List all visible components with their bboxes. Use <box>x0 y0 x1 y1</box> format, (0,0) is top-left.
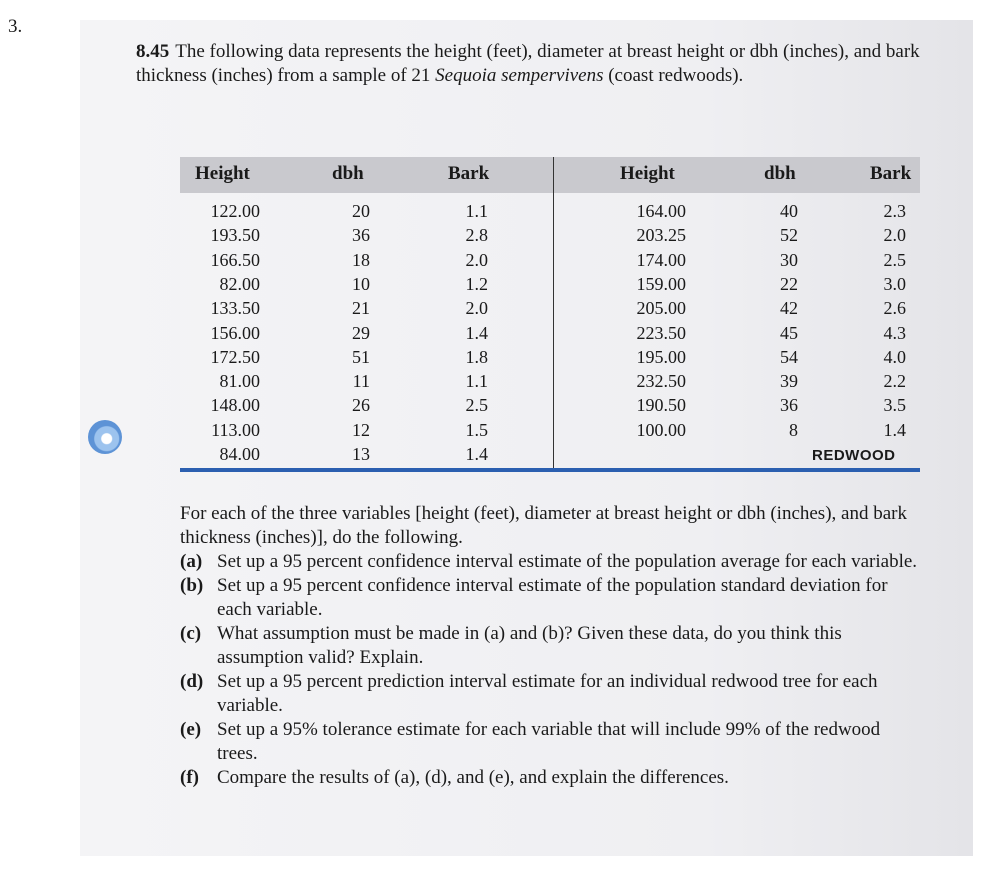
table-cell-left-bark: 2.5 <box>465 395 488 416</box>
part-text: Set up a 95 percent confidence interval estimate of the population average for each variable. <box>217 551 918 572</box>
table-cell-left-bark: 2.0 <box>465 249 488 270</box>
table-cell-right-bark: 3.0 <box>883 273 906 294</box>
part-label: (e) <box>180 719 202 740</box>
table-cell-right-height: 195.00 <box>636 346 686 367</box>
instruction-part <box>180 574 925 622</box>
cd-disc-icon <box>88 420 122 454</box>
table-cell-left-dbh: 13 <box>352 444 370 464</box>
table-cell-left-bark: 1.4 <box>465 322 488 343</box>
table-cell-left-dbh: 51 <box>352 346 370 367</box>
part-text: Set up a 95 percent confidence interval estimate of the population standard deviation for each variable. <box>217 575 888 620</box>
table-cell-right-bark: 1.4 <box>883 419 906 440</box>
table-cell-left-height: 133.50 <box>210 298 260 319</box>
header-dbh-right: dbh <box>764 163 796 184</box>
table-cell-right-height: 164.00 <box>636 201 686 221</box>
part-text: Compare the results of (a), (d), and (e), and explain the differences. <box>217 767 729 788</box>
table-cell-left-height: 166.50 <box>210 249 260 270</box>
exercise-intro <box>136 40 926 88</box>
table-cell-left-bark: 1.8 <box>465 346 488 367</box>
part-label: (a) <box>180 551 203 572</box>
table-cell-left-bark: 1.5 <box>465 419 488 440</box>
table-cell-left-dbh: 11 <box>352 371 370 392</box>
table-cell-right-height: 190.50 <box>636 395 686 416</box>
table-cell-left-height: 84.00 <box>219 444 260 464</box>
instruction-part <box>180 766 925 790</box>
table-cell-right-bark: 4.0 <box>883 346 906 367</box>
table-cell-right-height: 223.50 <box>636 322 686 343</box>
table-cell-left-bark: 1.2 <box>465 273 488 294</box>
table-cell-right-height: 232.50 <box>636 371 686 392</box>
table-cell-right-dbh: 52 <box>780 225 798 246</box>
table-cell-right-dbh: 36 <box>780 395 798 416</box>
header-bark-left: Bark <box>448 163 490 184</box>
table-cell-left-dbh: 18 <box>352 249 370 270</box>
instructions-lead: For each of the three variables [height (feet), diameter at breast height or dbh (inches), and bark thickness (inches)], do the following. <box>180 503 907 548</box>
table-cell-right-bark: 2.0 <box>883 225 906 246</box>
part-label: (b) <box>180 575 204 596</box>
table-cell-left-bark: 1.1 <box>465 201 488 221</box>
part-label: (c) <box>180 623 202 644</box>
table-cell-left-bark: 1.1 <box>465 371 488 392</box>
table-cell-right-dbh: 8 <box>789 419 798 440</box>
table-cell-left-dbh: 26 <box>352 395 370 416</box>
table-cell-left-bark: 1.4 <box>465 444 488 464</box>
instruction-part <box>180 718 925 766</box>
table-cell-right-dbh: 39 <box>780 371 798 392</box>
instruction-parts <box>180 550 925 790</box>
table-cell-left-height: 156.00 <box>210 322 260 343</box>
instruction-part <box>180 622 925 670</box>
part-text: Set up a 95% tolerance estimate for each variable that will include 99% of the redwood trees. <box>217 719 881 764</box>
part-text: What assumption must be made in (a) and (b)? Given these data, do you think this assumption valid? Explain. <box>217 623 842 668</box>
table-cell-left-dbh: 12 <box>352 419 370 440</box>
table-cell-right-dbh: 54 <box>780 346 798 367</box>
table-cell-right-bark: 2.2 <box>883 371 906 392</box>
table-cell-right-height: 159.00 <box>636 273 686 294</box>
table-cell-left-height: 113.00 <box>211 419 260 440</box>
table-cell-left-height: 122.00 <box>210 201 260 221</box>
exercise-intro-tail: (coast redwoods). <box>603 65 744 86</box>
table-cell-right-height: 100.00 <box>636 419 686 440</box>
instructions <box>180 502 925 790</box>
table-cell-right-dbh: 40 <box>780 201 798 221</box>
table-cell-left-height: 82.00 <box>219 273 260 294</box>
table-cell-left-height: 148.00 <box>210 395 260 416</box>
instruction-part <box>180 550 925 574</box>
table-cell-right-bark: 4.3 <box>883 322 906 343</box>
species-name: Sequoia sempervivens <box>435 65 604 86</box>
table-cell-left-dbh: 36 <box>352 225 370 246</box>
table-bottom-rule <box>180 468 920 472</box>
part-text: Set up a 95 percent prediction interval estimate for an individual redwood tree for each variable. <box>217 671 878 716</box>
exercise-intro-text: The following data represents the height (feet), diameter at breast height or dbh (inches), and bark thickness (inches) from a sample of 21 <box>136 41 920 86</box>
part-label: (f) <box>180 767 199 788</box>
table-cell-right-bark: 2.3 <box>883 201 906 221</box>
table-cell-right-dbh: 45 <box>780 322 798 343</box>
table-cell-right-bark: 2.5 <box>883 249 906 270</box>
table-cell-right-height: 203.25 <box>636 225 686 246</box>
table-cell-left-dbh: 21 <box>352 298 370 319</box>
table-cell-left-height: 81.00 <box>219 371 260 392</box>
table-cell-left-bark: 2.0 <box>465 298 488 319</box>
header-height-right: Height <box>620 163 675 184</box>
part-label: (d) <box>180 671 204 692</box>
table-cell-right-bark: 2.6 <box>883 298 906 319</box>
dataset-label: REDWOOD <box>812 447 896 464</box>
header-bark-right: Bark <box>870 163 912 184</box>
header-height-left: Height <box>195 163 250 184</box>
redwood-data-table <box>180 157 920 473</box>
table-cell-right-dbh: 42 <box>780 298 798 319</box>
table-cell-left-dbh: 20 <box>352 201 370 221</box>
table-cell-left-bark: 2.8 <box>465 225 488 246</box>
exercise-number: 8.45 <box>136 41 170 62</box>
table-cell-right-dbh: 30 <box>780 249 798 270</box>
instruction-part <box>180 670 925 718</box>
table-cell-right-dbh: 22 <box>780 273 798 294</box>
table-cell-left-dbh: 10 <box>352 273 370 294</box>
problem-number: 3. <box>8 16 23 37</box>
table-cell-left-height: 193.50 <box>210 225 260 246</box>
table-column-divider <box>553 157 554 470</box>
table-cell-right-height: 205.00 <box>636 298 686 319</box>
header-dbh-left: dbh <box>332 163 364 184</box>
table-cell-right-bark: 3.5 <box>883 395 906 416</box>
table-header-bar <box>180 157 920 193</box>
table-cell-left-height: 172.50 <box>210 346 260 367</box>
table-cell-left-dbh: 29 <box>352 322 370 343</box>
table-cell-right-height: 174.00 <box>636 249 686 270</box>
